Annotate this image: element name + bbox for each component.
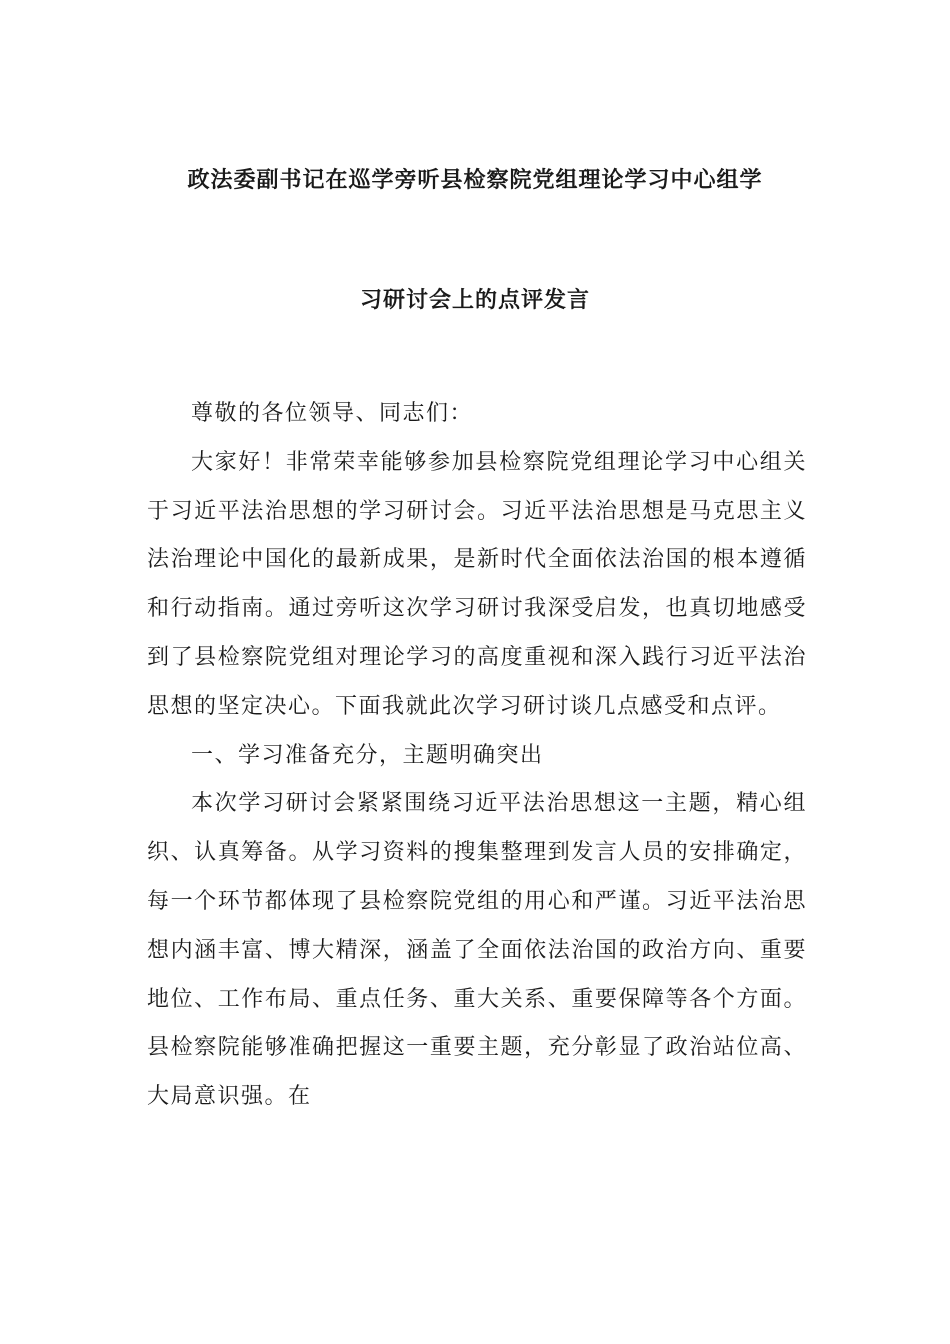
document-title-line-1: 政法委副书记在巡学旁听县检察院党组理论学习中心组学 xyxy=(187,167,763,193)
section-heading-1: 一、学习准备充分，主题明确突出 xyxy=(191,742,544,768)
document-title-line-2: 习研讨会上的点评发言 xyxy=(359,287,590,313)
document-body xyxy=(147,390,807,1122)
salutation-paragraph: 尊敬的各位领导、同志们： xyxy=(191,401,474,426)
opening-paragraph: 大家好！非常荣幸能够参加县检察院党组理论学习中心组关于习近平法治思想的学习研讨会。习近平法治思想是马克思主义法治理论中国化的最新成果，是新时代全面依法治国的根本遵循和行动指南。通过旁听这次学习研讨我深受启发，也真切地感受到了县检察院党组对理论学习的高度重视和深入践行习近平法治思想的坚定决心。下面我就此次学习研讨谈几点感受和点评。 xyxy=(147,449,807,719)
section-1-paragraph: 本次学习研讨会紧紧围绕习近平法治思想这一主题，精心组织、认真筹备。从学习资料的搜集整理到发言人员的安排确定，每一个环节都体现了县检察院党组的用心和严谨。习近平法治思想内涵丰富、博大精深，涵盖了全面依法治国的政治方向、重要地位、工作布局、重点任务、重大关系、重要保障等各个方面。县检察院能够准确把握这一重要主题，充分彰显了政治站位高、大局意识强。在 xyxy=(147,791,807,1110)
